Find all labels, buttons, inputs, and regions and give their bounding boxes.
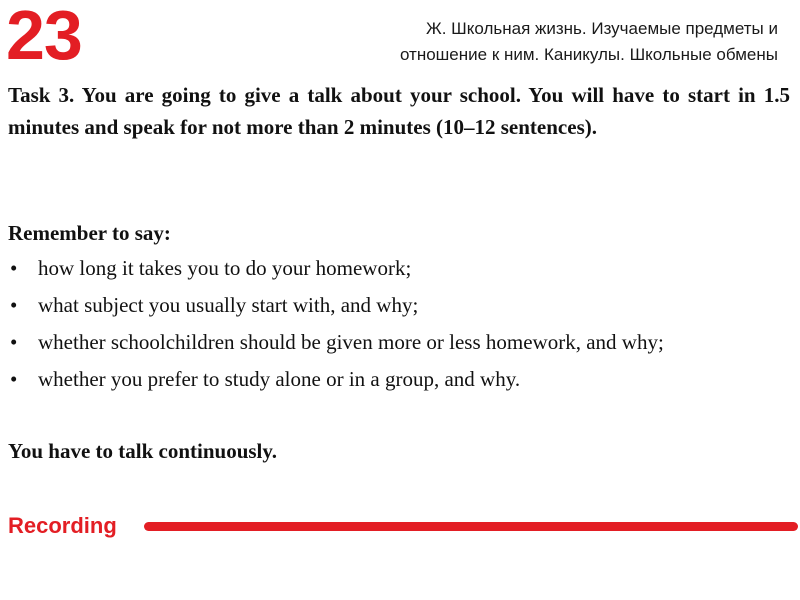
talking-point: • whether you prefer to study alone or in a group, and why. bbox=[8, 364, 790, 395]
talking-point: • whether schoolchildren should be given more or less homework, and why; bbox=[8, 327, 790, 358]
task-number: 23 bbox=[6, 0, 82, 74]
closing-instruction: You have to talk continuously. bbox=[8, 439, 277, 463]
remember-heading: Remember to say: bbox=[8, 221, 171, 245]
topic-line-1: Ж. Школьная жизнь. Изучаемые предметы и bbox=[426, 19, 778, 38]
recording-label: Recording bbox=[8, 513, 117, 538]
recording-progress-bar bbox=[144, 522, 798, 531]
task-instruction: Task 3. You are going to give a talk about your school. You will have to start in 1.5 minutes and speak for not more than 2 minutes (10–12 sentences). bbox=[8, 83, 790, 139]
topic-line-2: отношение к ним. Каникулы. Школьные обмены bbox=[399, 45, 778, 64]
topic-header bbox=[258, 16, 778, 68]
talking-point: • what subject you usually start with, and why; bbox=[8, 290, 790, 321]
talking-point: • how long it takes you to do your homework; bbox=[8, 253, 790, 284]
talking-points-list bbox=[8, 253, 790, 401]
